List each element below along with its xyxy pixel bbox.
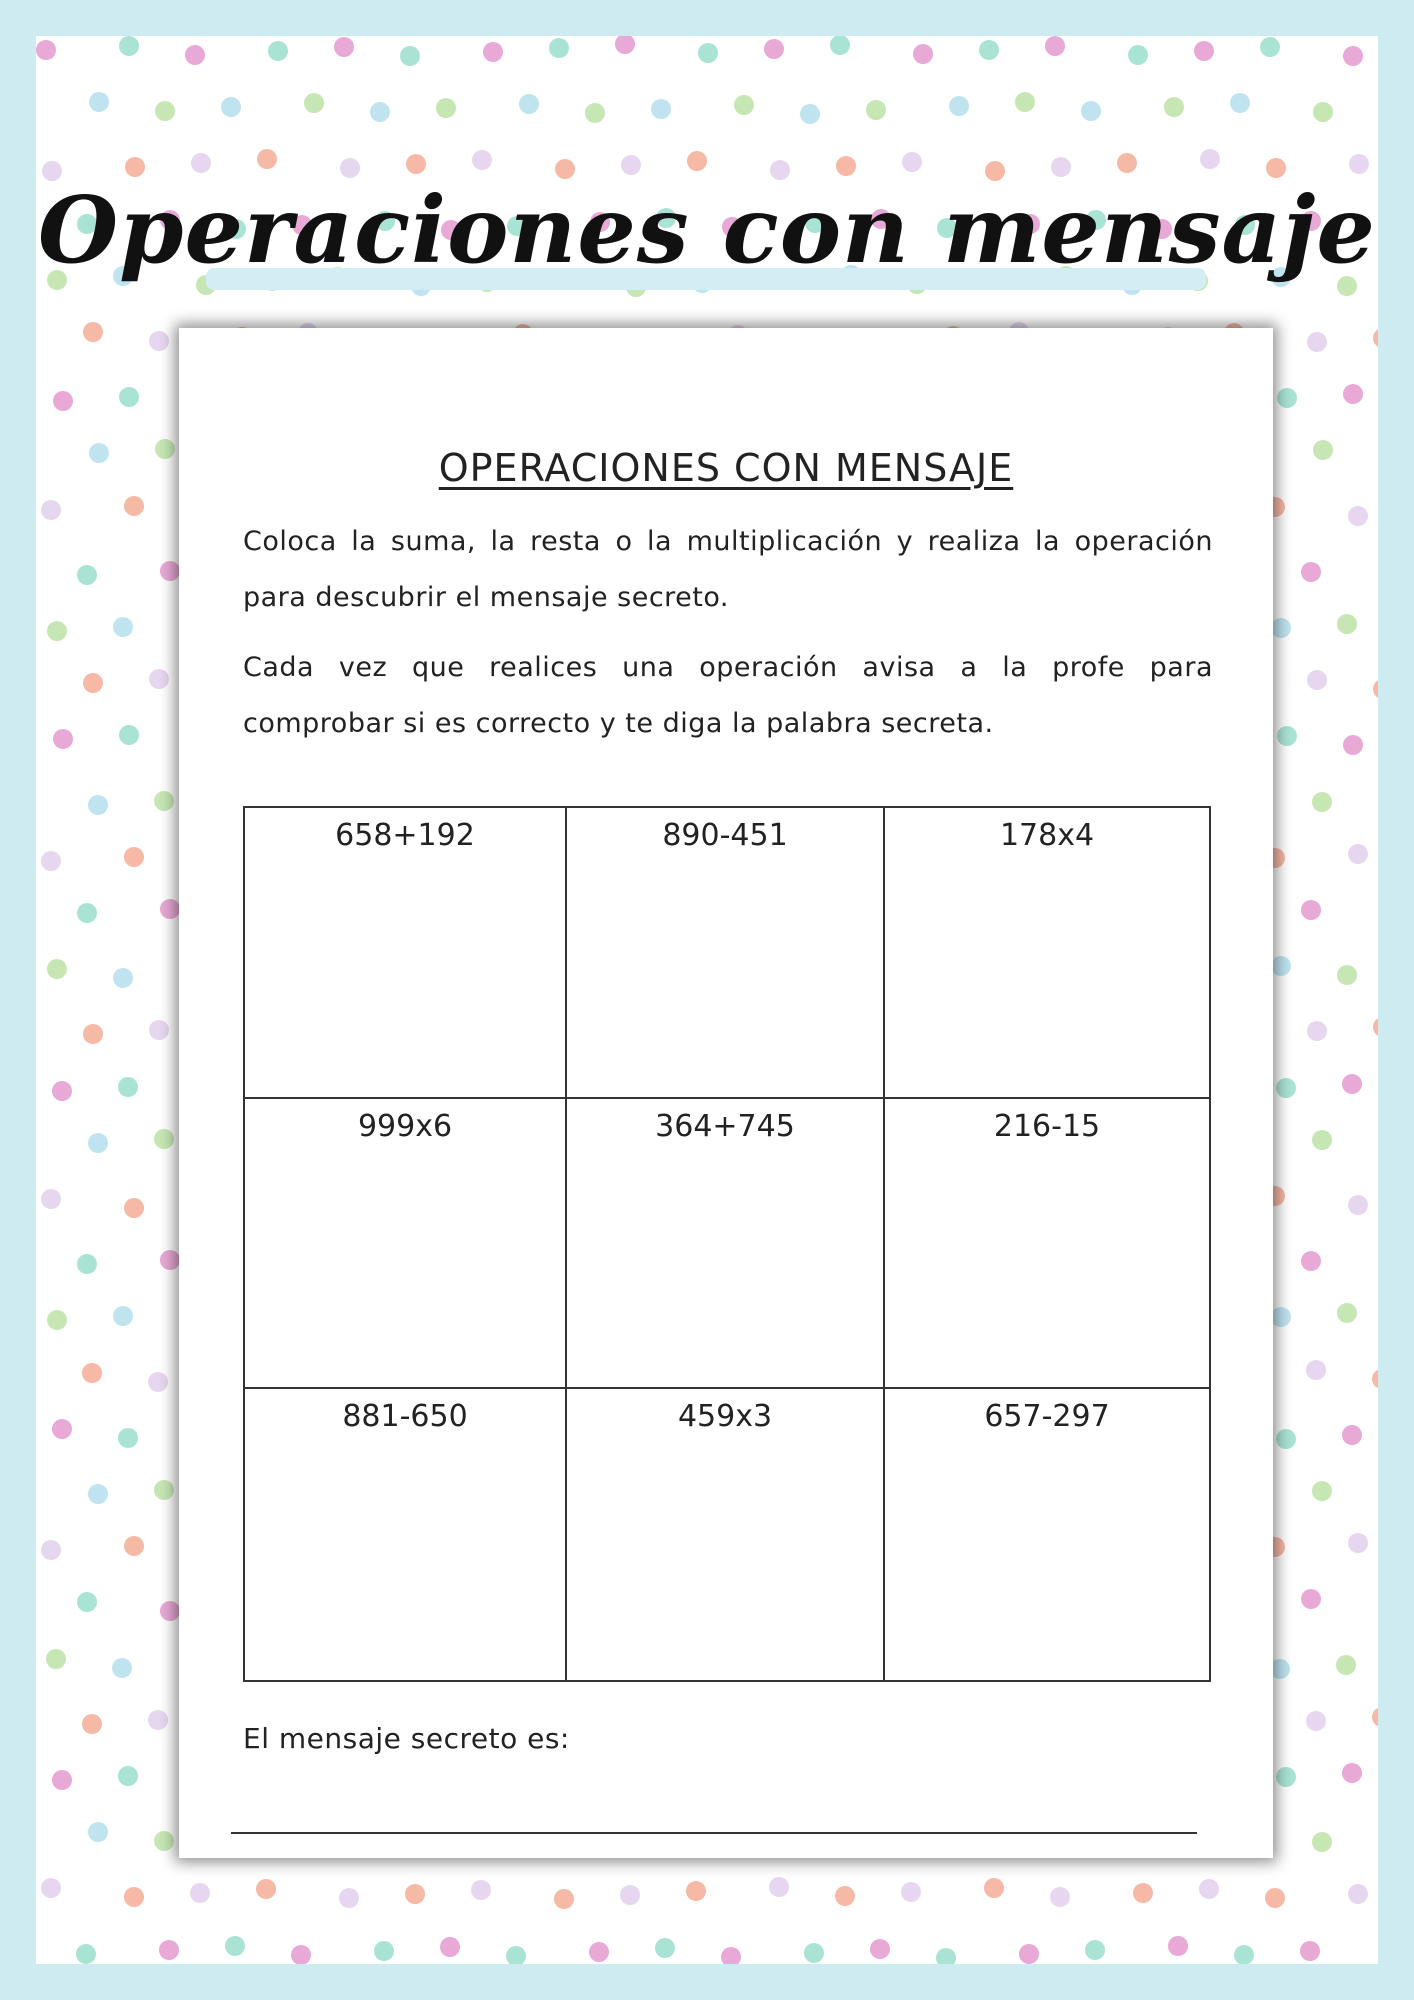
instruction-paragraph-2: Cada vez que realices una operación avisa a la profe para comprobar si es correcto y te diga la palabra secreta. <box>243 652 1213 739</box>
decorative-dot <box>113 617 133 637</box>
worksheet <box>179 328 1273 1858</box>
decorative-dot <box>77 1254 97 1274</box>
decorative-dot <box>506 1946 526 1964</box>
decorative-dot <box>585 103 605 123</box>
decorative-dot <box>686 1881 706 1901</box>
decorative-dot <box>1373 1017 1378 1037</box>
decorative-dot <box>1313 440 1333 460</box>
decorative-dot <box>1312 1832 1332 1852</box>
decorative-dot <box>1230 93 1250 113</box>
decorative-dot <box>1343 46 1363 66</box>
operation-cell[interactable]: 364+745 <box>567 1099 885 1390</box>
decorative-dot <box>1019 1944 1039 1964</box>
decorative-dot <box>339 1888 359 1908</box>
decorative-dot <box>1234 1945 1254 1964</box>
decorative-dot <box>1372 1369 1378 1389</box>
worksheet-title: OPERACIONES CON MENSAJE <box>438 446 1014 490</box>
decorative-dot <box>46 1649 66 1669</box>
decorative-dot <box>913 44 933 64</box>
decorative-dot <box>41 1540 61 1560</box>
decorative-dot <box>47 959 67 979</box>
decorative-dot <box>154 1129 174 1149</box>
decorative-dot <box>76 1944 96 1964</box>
operations-grid <box>243 806 1211 1682</box>
decorative-dot <box>1260 37 1280 57</box>
decorative-dot <box>1343 384 1363 404</box>
operation-cell[interactable]: 459x3 <box>567 1389 885 1680</box>
decorative-dot <box>149 1020 169 1040</box>
decorative-dot <box>979 40 999 60</box>
decorative-dot <box>1301 562 1321 582</box>
decorative-dot <box>1306 1360 1326 1380</box>
decorative-dot <box>1349 154 1369 174</box>
decorative-dot <box>83 322 103 342</box>
decorative-dot <box>1051 157 1071 177</box>
decorative-dot <box>687 151 707 171</box>
decorative-dot <box>620 1885 640 1905</box>
decorative-dot <box>589 1942 609 1962</box>
decorative-dot <box>804 1943 824 1963</box>
decorative-dot <box>1271 1307 1291 1327</box>
decorative-dot <box>88 1822 108 1842</box>
decorative-dot <box>77 1592 97 1612</box>
operation-cell[interactable]: 881-650 <box>245 1389 567 1680</box>
decorative-dot <box>112 1658 132 1678</box>
decorative-dot <box>53 391 73 411</box>
decorative-dot <box>82 1363 102 1383</box>
decorative-dot <box>159 1940 179 1960</box>
decorative-dot <box>1307 670 1327 690</box>
decorative-dot <box>148 1710 168 1730</box>
decorative-dot <box>800 104 820 124</box>
decorative-dot <box>651 99 671 119</box>
decorative-dot <box>870 1939 890 1959</box>
decorative-dot <box>406 154 426 174</box>
decorative-dot <box>1301 1589 1321 1609</box>
decorative-dot <box>88 795 108 815</box>
operation-cell[interactable]: 999x6 <box>245 1099 567 1390</box>
decorative-dot <box>1271 618 1291 638</box>
decorative-dot <box>185 45 205 65</box>
decorative-dot <box>1307 332 1327 352</box>
decorative-dot <box>52 1081 72 1101</box>
decorative-dot <box>149 331 169 351</box>
decorative-dot <box>124 1198 144 1218</box>
decorative-dot <box>436 98 456 118</box>
decorative-dot <box>1199 1879 1219 1899</box>
decorative-dot <box>124 496 144 516</box>
decorative-dot <box>160 899 180 919</box>
decorative-dot <box>1277 726 1297 746</box>
decorative-dot <box>89 443 109 463</box>
decorative-dot <box>902 152 922 172</box>
decorative-dot <box>119 725 139 745</box>
decorative-dot <box>1085 1940 1105 1960</box>
decorative-dot <box>268 41 288 61</box>
decorative-dot <box>1312 1481 1332 1501</box>
decorative-dot <box>88 1133 108 1153</box>
decorative-dot <box>119 387 139 407</box>
decorative-dot <box>1348 1884 1368 1904</box>
decorative-dot <box>1050 1887 1070 1907</box>
decorative-dot <box>734 95 754 115</box>
decorative-dot <box>621 155 641 175</box>
decorative-dot <box>1336 1655 1356 1675</box>
operation-cell[interactable]: 890-451 <box>567 808 885 1099</box>
decorative-dot <box>1307 1021 1327 1041</box>
decorative-dot <box>1301 900 1321 920</box>
decorative-dot <box>124 847 144 867</box>
decorative-dot <box>160 1250 180 1270</box>
decorative-dot <box>113 1306 133 1326</box>
decorative-dot <box>698 43 718 63</box>
decorative-dot <box>257 149 277 169</box>
decorative-dot <box>1312 792 1332 812</box>
decorative-dot <box>1348 844 1368 864</box>
decorative-dot <box>764 39 784 59</box>
decorative-dot <box>866 100 886 120</box>
decorative-dot <box>1117 153 1137 173</box>
decorative-dot <box>1301 1251 1321 1271</box>
decorative-dot <box>374 1941 394 1961</box>
decorative-dot <box>1270 1659 1290 1679</box>
decorative-dot <box>124 1887 144 1907</box>
decorative-dot <box>148 1372 168 1392</box>
decorative-dot <box>1342 1425 1362 1445</box>
decorative-dot <box>1277 388 1297 408</box>
decorative-dot <box>41 1878 61 1898</box>
decorative-dot <box>334 37 354 57</box>
decorative-dot <box>836 156 856 176</box>
decorative-dot <box>655 1938 675 1958</box>
decorative-dot <box>304 93 324 113</box>
decorative-dot <box>483 42 503 62</box>
decorative-dot <box>1015 92 1035 112</box>
decorative-dot <box>53 729 73 749</box>
decorative-dot <box>160 1601 180 1621</box>
decorative-dot <box>1337 965 1357 985</box>
decorative-dot <box>191 153 211 173</box>
decorative-dot <box>41 1189 61 1209</box>
page-background <box>36 36 1378 1964</box>
decorative-dot <box>440 1937 460 1957</box>
decorative-dot <box>1337 614 1357 634</box>
decorative-dot <box>1313 102 1333 122</box>
decorative-dot <box>984 1878 1004 1898</box>
decorative-dot <box>1373 679 1378 699</box>
decorative-dot <box>1045 36 1065 56</box>
decorative-dot <box>88 1484 108 1504</box>
decorative-dot <box>125 157 145 177</box>
decorative-dot <box>830 36 850 55</box>
decorative-dot <box>1348 1195 1368 1215</box>
decorative-dot <box>225 1936 245 1956</box>
decorative-dot <box>1194 41 1214 61</box>
decorative-dot <box>160 561 180 581</box>
decorative-dot <box>949 96 969 116</box>
decorative-dot <box>549 38 569 58</box>
decorative-dot <box>1372 1707 1378 1727</box>
decorative-dot <box>1271 956 1291 976</box>
decorative-dot <box>77 903 97 923</box>
decorative-dot <box>118 1766 138 1786</box>
decorative-dot <box>1276 1429 1296 1449</box>
decorative-dot <box>769 1877 789 1897</box>
decorative-dot <box>1343 735 1363 755</box>
header <box>36 176 1378 284</box>
operation-cell[interactable]: 216-15 <box>885 1099 1209 1390</box>
decorative-dot <box>154 1480 174 1500</box>
decorative-dot <box>405 1884 425 1904</box>
decorative-dot <box>1348 506 1368 526</box>
decorative-dot <box>1276 1767 1296 1787</box>
decorative-dot <box>47 1310 67 1330</box>
decorative-dot <box>1200 149 1220 169</box>
decorative-dot <box>370 102 390 122</box>
operation-cell[interactable]: 658+192 <box>245 808 567 1099</box>
decorative-dot <box>83 673 103 693</box>
decorative-dot <box>118 1428 138 1448</box>
decorative-dot <box>519 94 539 114</box>
decorative-dot <box>1300 1941 1320 1961</box>
decorative-dot <box>1348 1533 1368 1553</box>
decorative-dot <box>901 1882 921 1902</box>
decorative-dot <box>77 565 97 585</box>
decorative-dot <box>124 1536 144 1556</box>
secret-message-label: El mensaje secreto es: <box>243 1722 570 1755</box>
decorative-dot <box>1164 97 1184 117</box>
decorative-dot <box>1128 45 1148 65</box>
decorative-dot <box>471 1880 491 1900</box>
decorative-dot <box>1312 1130 1332 1150</box>
decorative-dot <box>149 669 169 689</box>
decorative-dot <box>400 46 420 66</box>
decorative-dot <box>113 968 133 988</box>
decorative-dot <box>154 1831 174 1851</box>
decorative-dot <box>721 1947 741 1964</box>
decorative-dot <box>89 92 109 112</box>
decorative-dot <box>1168 1936 1188 1956</box>
decorative-dot <box>82 1714 102 1734</box>
decorative-dot <box>554 1889 574 1909</box>
decorative-dot <box>1306 1711 1326 1731</box>
page-title: Operaciones con mensaje <box>38 176 1376 284</box>
decorative-dot <box>190 1883 210 1903</box>
decorative-dot <box>119 36 139 56</box>
decorative-dot <box>1133 1883 1153 1903</box>
decorative-dot <box>835 1886 855 1906</box>
decorative-dot <box>155 439 175 459</box>
decorative-dot <box>936 1948 956 1964</box>
operation-cell[interactable]: 178x4 <box>885 808 1209 1099</box>
decorative-dot <box>221 97 241 117</box>
decorative-dot <box>118 1077 138 1097</box>
decorative-dot <box>1342 1074 1362 1094</box>
decorative-dot <box>155 101 175 121</box>
decorative-dot <box>41 851 61 871</box>
decorative-dot <box>41 500 61 520</box>
decorative-dot <box>472 150 492 170</box>
decorative-dot <box>83 1024 103 1044</box>
secret-message-answer-line[interactable] <box>231 1832 1197 1834</box>
decorative-dot <box>52 1419 72 1439</box>
decorative-dot <box>256 1879 276 1899</box>
decorative-dot <box>1081 101 1101 121</box>
decorative-dot <box>291 1945 311 1964</box>
decorative-dot <box>52 1770 72 1790</box>
instruction-paragraph-1: Coloca la suma, la resta o la multiplicación y realiza la operación para descubrir el mensaje secreto. <box>243 526 1213 613</box>
decorative-dot <box>615 36 635 54</box>
decorative-dot <box>36 40 56 60</box>
decorative-dot <box>47 621 67 641</box>
decorative-dot <box>1373 328 1378 348</box>
decorative-dot <box>1265 1888 1285 1908</box>
decorative-dot <box>1342 1763 1362 1783</box>
operation-cell[interactable]: 657-297 <box>984 1399 1110 1435</box>
decorative-dot <box>1337 1303 1357 1323</box>
decorative-dot <box>1276 1078 1296 1098</box>
decorative-dot <box>154 791 174 811</box>
